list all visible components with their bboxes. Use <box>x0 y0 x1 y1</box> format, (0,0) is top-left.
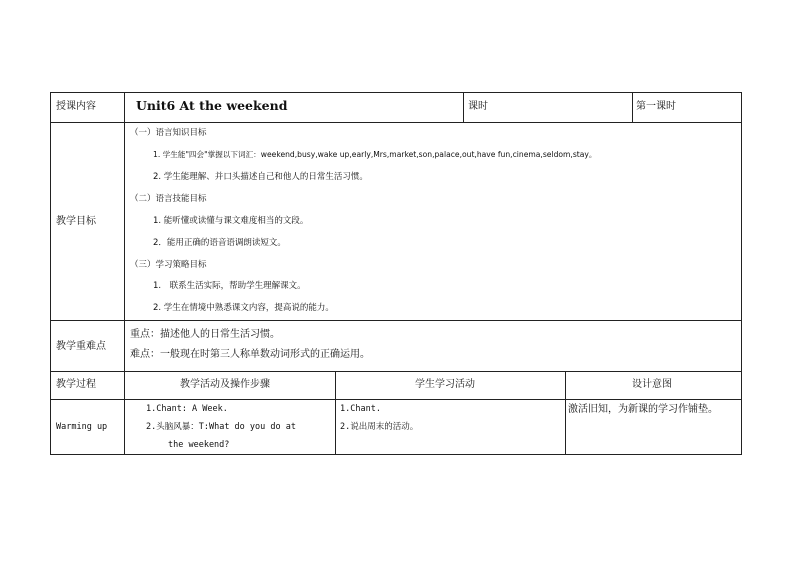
teacher-activity: 2.头脑风暴：T:What do you do at <box>146 422 296 432</box>
table-border-top <box>50 92 742 93</box>
key-points-label: 教学重难点 <box>56 341 106 352</box>
objective-item: 1. 能听懂或读懂与课文难度相当的文段。 <box>153 216 309 226</box>
column-header-teacher: 教学活动及操作步骤 <box>180 379 270 390</box>
teacher-activity: the weekend? <box>168 440 230 450</box>
stage-name: Warming up <box>56 422 108 432</box>
objective-item: 2. 学生在情境中熟悉课文内容，提高说的能力。 <box>153 303 334 313</box>
objective-item: 2．能用正确的语音语调朗读短文。 <box>153 238 286 248</box>
row-divider <box>50 320 742 321</box>
column-divider <box>632 92 633 122</box>
column-divider <box>335 371 336 455</box>
objective-item: 2. 学生能理解、并口头描述自己和他人的日常生活习惯。 <box>153 172 368 182</box>
objective-section-title: （三）学习策略目标 <box>130 260 207 270</box>
objectives-label: 教学目标 <box>56 216 96 227</box>
column-divider <box>565 371 566 455</box>
key-point-focus: 重点：描述他人的日常生活习惯。 <box>130 329 280 340</box>
student-activity: 2.说出周末的活动。 <box>340 422 419 432</box>
lesson-plan-table <box>50 92 742 455</box>
design-intent: 激活旧知，为新课的学习作铺垫。 <box>568 404 718 415</box>
column-header-student: 学生学习活动 <box>415 379 475 390</box>
objective-item: 1. 学生能"四会"掌握以下词汇：weekend,busy,wake up,early,Mrs,market,son,palace,out,have fun,cinema,seldom,stay。 <box>153 150 597 159</box>
key-point-difficulty: 难点：一般现在时第三人称单数动词形式的正确运用。 <box>130 349 370 360</box>
process-label: 教学过程 <box>56 379 96 390</box>
student-activity: 1.Chant. <box>340 404 381 414</box>
row-divider <box>50 399 742 400</box>
row-divider <box>50 122 742 123</box>
lesson-title: Unit6 At the weekend <box>136 98 288 113</box>
column-divider <box>124 92 125 455</box>
header-label: 授课内容 <box>56 101 96 112</box>
column-header-intent: 设计意图 <box>632 379 672 390</box>
hours-value: 第一课时 <box>636 101 676 112</box>
objective-section-title: （一）语言知识目标 <box>130 128 207 138</box>
objective-section-title: （二）语言技能目标 <box>130 194 207 204</box>
objective-item: 1. 联系生活实际，帮助学生理解课文。 <box>153 281 306 291</box>
column-divider <box>463 92 464 122</box>
table-border-left <box>50 92 51 455</box>
teacher-activity: 1.Chant: A Week. <box>146 404 228 414</box>
table-border-right <box>741 92 742 455</box>
hours-label: 课时 <box>468 101 488 112</box>
table-border-bottom <box>50 454 742 455</box>
row-divider <box>50 371 742 372</box>
